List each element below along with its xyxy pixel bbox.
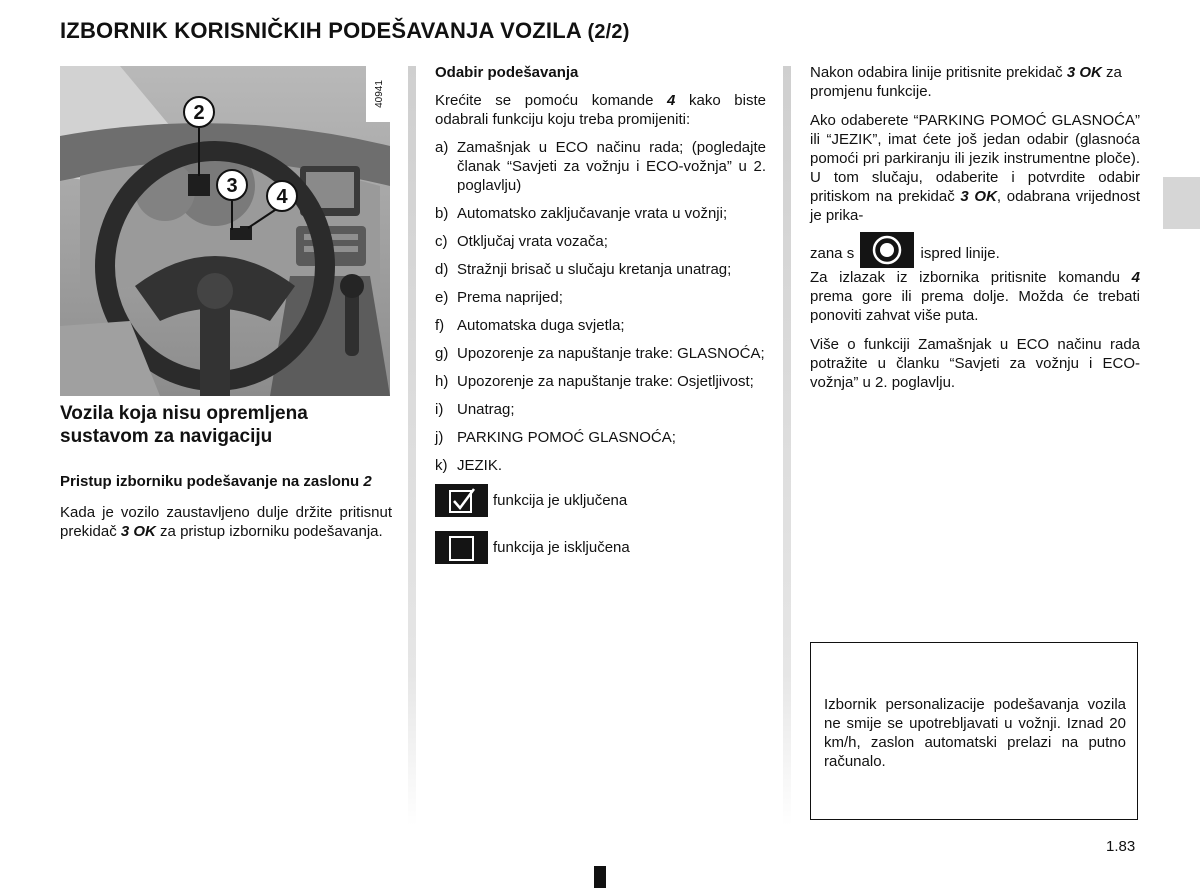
page-title-suffix: (2/2) <box>587 21 630 43</box>
option-key: f) <box>435 317 445 334</box>
column-2 <box>435 63 766 578</box>
option-key: j) <box>435 429 444 446</box>
unchecked-box-icon <box>435 531 488 564</box>
svg-text:4: 4 <box>276 186 288 208</box>
col1-body: Kada je vozilo zaustavljeno dulje držite pritisnut prekidač 3 OK za pristup izborniku podešavanja. <box>60 504 392 540</box>
settings-heading: Odabir podešavanja <box>435 64 579 81</box>
option-text: Automatska duga svjetla; <box>457 317 625 334</box>
page-edge-mark <box>594 866 606 888</box>
column-1 <box>60 402 392 541</box>
warning-box <box>810 642 1138 820</box>
option-text: Unatrag; <box>457 401 515 418</box>
option-item <box>435 344 766 363</box>
checked-box-icon <box>435 484 488 517</box>
option-key: g) <box>435 345 449 362</box>
option-item <box>435 456 766 475</box>
col3-para-1: Nakon odabira linije pritisnite prekidač 3 OK za promjenu funkcije. <box>810 64 1122 100</box>
option-text: Prema naprijed; <box>457 289 563 306</box>
option-item <box>435 260 766 279</box>
chapter-tab <box>1163 177 1200 229</box>
callout-4 <box>267 181 297 211</box>
option-key: a) <box>435 139 449 156</box>
option-item <box>435 138 766 195</box>
option-item <box>435 428 766 447</box>
option-item <box>435 372 766 391</box>
option-text: Upozorenje za napuštanje trake: GLASNOĆA; <box>457 345 765 362</box>
sub-title: Pristup izborniku podešavanje na zaslonu 2 <box>60 473 372 490</box>
option-text: Zamašnjak u ECO načinu rada; (pogledajte članak “Savjeti za vožnju i ECO-vožnja” u 2. poglavlju) <box>457 139 766 194</box>
option-key: b) <box>435 205 449 222</box>
option-text: Stražnji brisač u slučaju kretanja unatrag; <box>457 261 732 278</box>
column-divider <box>408 66 416 826</box>
section-title: Vozila koja nisu opremljena sustavom za navigaciju <box>60 403 308 447</box>
option-key: k) <box>435 457 448 474</box>
column-divider <box>783 66 791 826</box>
figure-ref-code: 40941 <box>374 80 385 108</box>
option-item <box>435 204 766 223</box>
callout-3 <box>217 170 247 200</box>
dashboard-photo <box>60 66 390 396</box>
radio-selected-icon <box>860 232 914 268</box>
legend-off <box>435 531 766 564</box>
page-number: 1.83 <box>1106 838 1136 855</box>
warning-text: Izbornik personalizacije podešavanja vozila ne smije se upotrebljavati u vožnji. Iznad 20 km/h, zaslon automatski prelazi na putno računalo. <box>824 696 1126 770</box>
option-text: Otključaj vrata vozača; <box>457 233 608 250</box>
option-key: c) <box>435 233 448 250</box>
svg-text:2: 2 <box>193 102 205 124</box>
column-3 <box>810 63 1140 402</box>
option-key: i) <box>435 401 444 418</box>
option-item <box>435 232 766 251</box>
svg-text:3: 3 <box>226 175 238 197</box>
col3-para-4: Više o funkciji Zamašnjak u ECO načinu rada potražite u članku “Savjeti za vožnju i ECO-vožnja” u 2. poglavlju. <box>810 336 1140 391</box>
legend-on <box>435 484 766 517</box>
col3-para-2-cont: zana s ispred linije. <box>810 232 1140 268</box>
option-text: JEZIK. <box>457 457 503 474</box>
option-text: PARKING POMOĆ GLASNOĆA; <box>457 429 676 446</box>
col3-para-2: Ako odaberete “PARKING POMOĆ GLASNOĆA” ili “JEZIK”, imat ćete još jedan odabir (glasnoća pomoći pri parkiranju ili jezik instrumentne ploče). U tom slučaju, odaberite i potvrdite odabir pritiskom na prekidač 3 OK, odabrana vrijednost je prika- <box>810 112 1140 224</box>
settings-intro: Krećite se pomoću komande 4 kako biste odabrali funkciju koju treba promijeniti: <box>435 92 766 128</box>
option-key: d) <box>435 261 449 278</box>
legend-off-label: funkcija je isključena <box>493 539 630 556</box>
option-text: Automatsko zaključavanje vrata u vožnji; <box>457 205 728 222</box>
option-list <box>435 138 766 475</box>
callout-2 <box>184 97 214 127</box>
option-key: e) <box>435 289 449 306</box>
option-key: h) <box>435 373 449 390</box>
option-item <box>435 288 766 307</box>
option-item <box>435 400 766 419</box>
col3-para-3: Za izlazak iz izbornika pritisnite komandu 4 prema gore ili prema dolje. Možda će trebati ponoviti zahvat više puta. <box>810 269 1140 324</box>
option-item <box>435 316 766 335</box>
legend-on-label: funkcija je uključena <box>493 492 628 509</box>
option-text: Upozorenje za napuštanje trake: Osjetljivost; <box>457 373 754 390</box>
page-title: IZBORNIK KORISNIČKIH PODEŠAVANJA VOZILA (2/2) <box>60 18 630 43</box>
